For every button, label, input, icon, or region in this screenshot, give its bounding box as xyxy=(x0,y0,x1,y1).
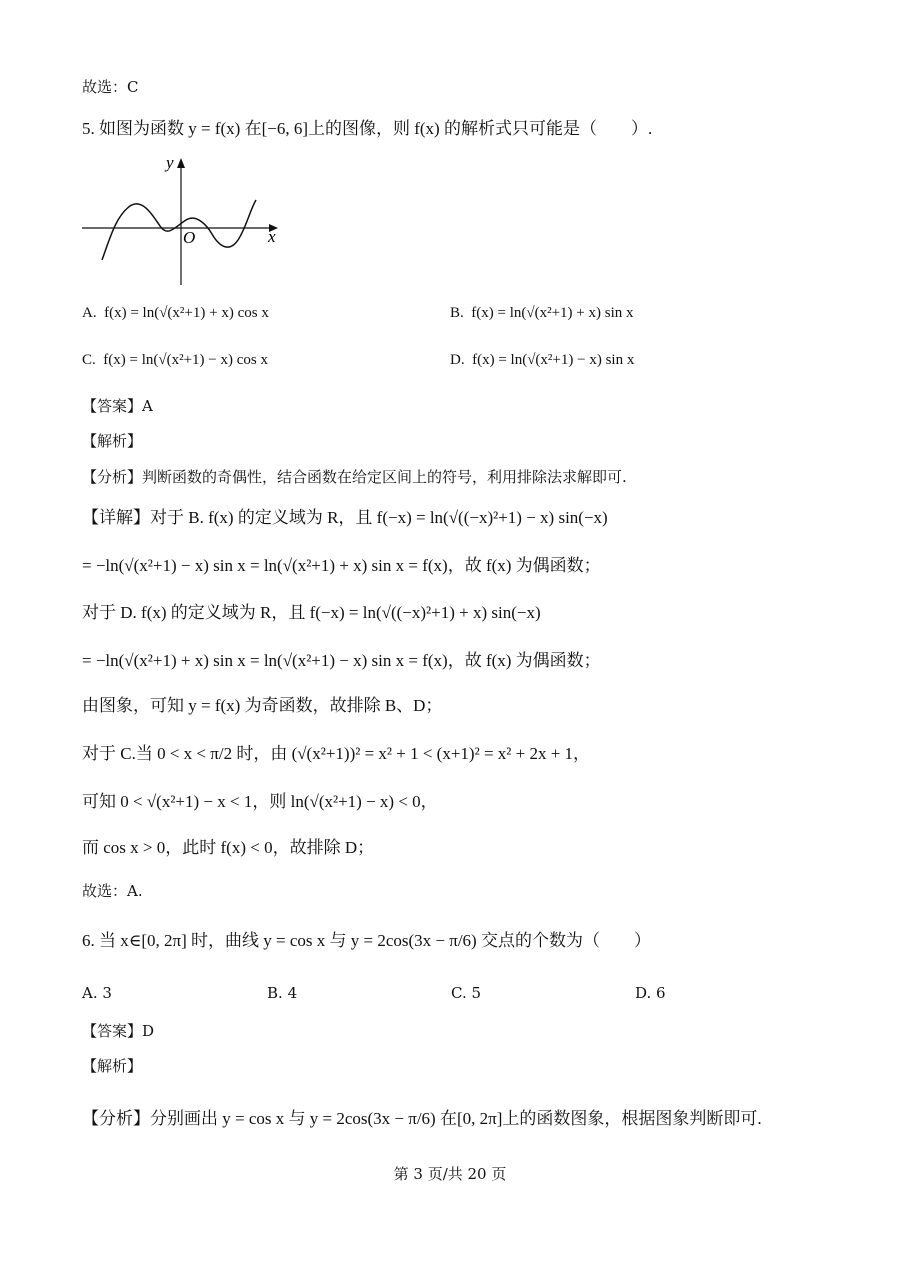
q5-option-a xyxy=(82,305,269,322)
q5-option-c xyxy=(82,352,268,369)
q6-option-a-value: 3 xyxy=(102,984,112,1002)
q5-detail-7: 可知 0 < √(x²+1) − x < 1，则 ln(√(x²+1) − x) < 0， xyxy=(82,792,438,811)
q6-option-a xyxy=(82,984,112,1002)
q5-select: 故选：A. xyxy=(82,882,143,900)
q5-detail-3: 对于 D. f(x) 的定义域为 R，且 f(−x) = ln(√((−x)²+1) + x) sin(−x) xyxy=(82,603,541,622)
q5-option-b-expr: f(x) = ln(√(x²+1) + x) sin x xyxy=(471,305,634,321)
q5-answer: 【答案】A xyxy=(82,397,153,415)
y-axis-arrow xyxy=(177,158,185,168)
q5-detail-1: 【详解】对于 B. f(x) 的定义域为 R，且 f(−x) = ln(√((−x)²+1) − x) sin(−x) xyxy=(82,508,608,527)
q5-option-d xyxy=(450,352,634,369)
q6-analysis-head: 【解析】 xyxy=(82,1057,143,1075)
q6-option-c xyxy=(451,984,481,1002)
q5-option-c-letter: C. xyxy=(82,352,96,368)
q5-detail-4: = −ln(√(x²+1) + x) sin x = ln(√(x²+1) − x) sin x = f(x)，故 f(x) 为偶函数； xyxy=(82,651,601,670)
q5-option-d-letter: D. xyxy=(450,352,465,368)
q5-option-c-expr: f(x) = ln(√(x²+1) − x) cos x xyxy=(103,352,269,368)
q5-detail-6: 对于 C.当 0 < x < π/2 时，由 (√(x²+1))² = x² + 1 < (x+1)² = x² + 2x + 1， xyxy=(82,744,591,763)
q5-stem: 5. 如图为函数 y = f(x) 在[−6, 6]上的图像，则 f(x) 的解析式只可能是（ ）. xyxy=(82,119,653,138)
q6-option-d-value: 6 xyxy=(656,984,666,1002)
q5-fenxi: 【分析】判断函数的奇偶性，结合函数在给定区间上的符号，利用排除法求解即可. xyxy=(82,468,627,486)
q5-detail-5: 由图象，可知 y = f(x) 为奇函数，故排除 B、D； xyxy=(82,696,443,715)
q5-graph xyxy=(80,150,285,290)
q5-analysis-head: 【解析】 xyxy=(82,432,143,450)
q6-option-c-value: 5 xyxy=(471,984,482,1002)
q6-fenxi: 【分析】分别画出 y = cos x 与 y = 2cos(3x − π/6) 在[0, 2π]上的函数图象，根据图象判断即可. xyxy=(82,1109,762,1128)
q5-option-a-expr: f(x) = ln(√(x²+1) + x) cos x xyxy=(104,305,269,321)
q6-option-b-letter: B. xyxy=(267,984,283,1002)
q5-option-b xyxy=(450,305,634,322)
y-axis-label: y xyxy=(166,153,174,172)
prev-select: 故选：C xyxy=(82,78,139,96)
x-axis-label: x xyxy=(268,227,276,246)
q5-detail-8: 而 cos x > 0，此时 f(x) < 0，故排除 D； xyxy=(82,838,375,857)
function-curve xyxy=(102,200,256,260)
q6-option-d xyxy=(635,984,666,1002)
page-footer: 第 3 页/共 20 页 xyxy=(393,1165,507,1183)
q5-option-d-expr: f(x) = ln(√(x²+1) − x) sin x xyxy=(472,352,635,368)
q6-option-c-letter: C. xyxy=(451,984,467,1002)
q5-detail-2: = −ln(√(x²+1) − x) sin x = ln(√(x²+1) + x) sin x = f(x)，故 f(x) 为偶函数； xyxy=(82,556,601,575)
q5-option-b-letter: B. xyxy=(450,305,464,321)
q6-stem: 6. 当 x∈[0, 2π] 时，曲线 y = cos x 与 y = 2cos(3x − π/6) 交点的个数为（ ） xyxy=(82,931,651,950)
q6-option-b xyxy=(267,984,297,1002)
q5-option-a-letter: A. xyxy=(82,305,97,321)
q6-option-a-letter: A. xyxy=(82,984,98,1002)
q6-option-b-value: 4 xyxy=(287,984,298,1002)
q6-option-d-letter: D. xyxy=(635,984,652,1002)
origin-label: O xyxy=(183,228,196,247)
q6-answer: 【答案】D xyxy=(82,1022,155,1040)
